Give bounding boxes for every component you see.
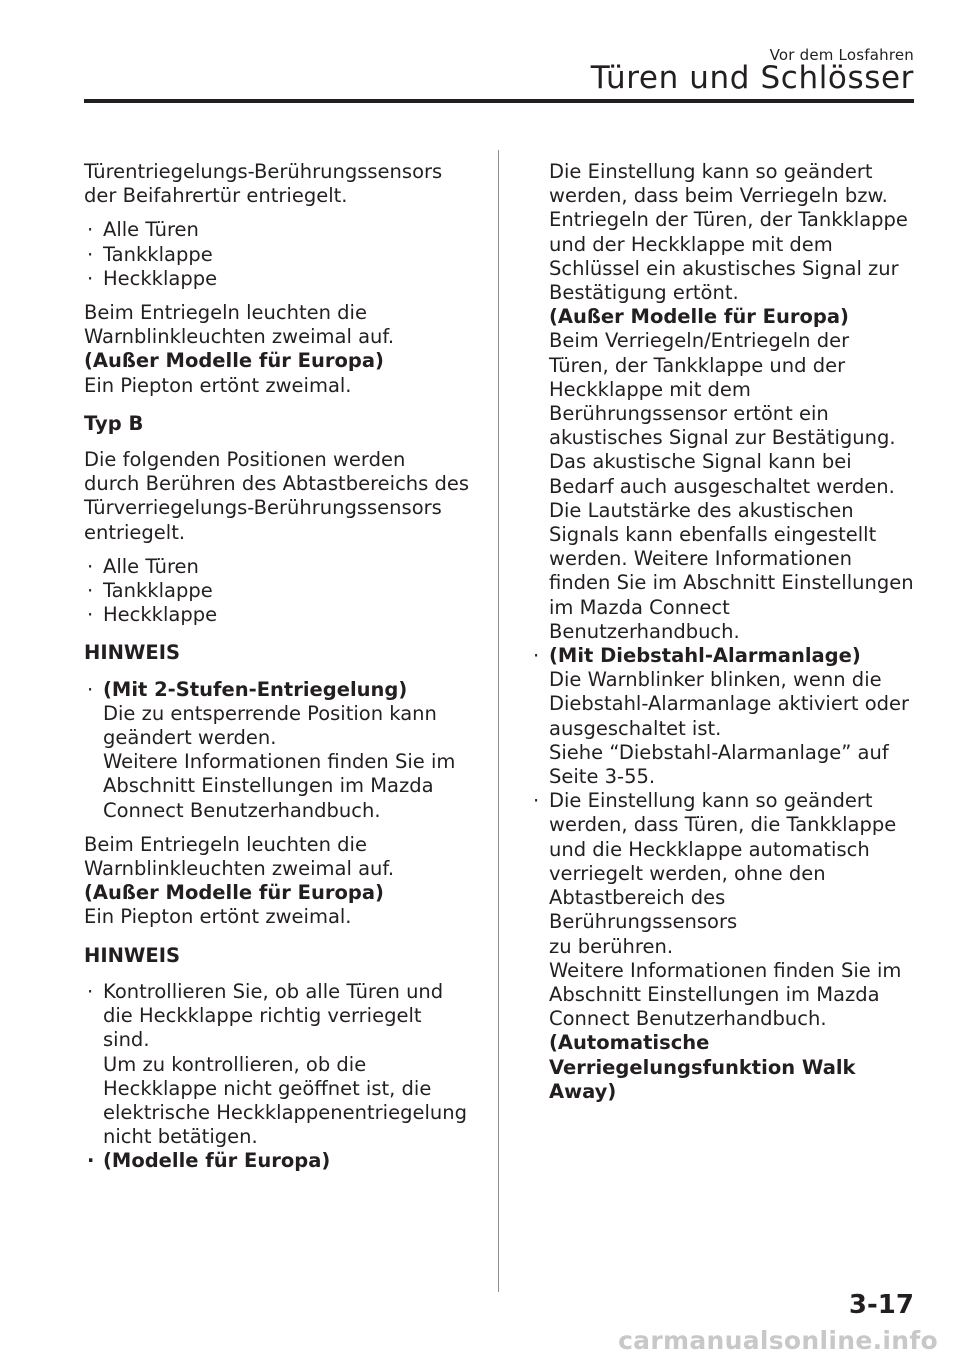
list-item (530, 644, 918, 789)
note-list (84, 980, 479, 1174)
note-heading: HINWEIS (84, 943, 181, 967)
left-column (84, 160, 479, 1184)
paragraph: Beim Verriegeln/Entriegeln der Türen, der Tankklappe und der Heckklappe mit dem Berührungssensor ertönt ein akustisches Signal zur Bestätigung. Das akustische Signal kann bei Bedarf auch ausgeschaltet werden. Die Lautstärke des akustischen Signals kann ebenfalls eingestellt werden. Weitere Informationen finden Sie im Abschnitt Einstellungen im Mazda Connect Benutzerhandbuch. (549, 329, 914, 643)
note-heading: HINWEIS (84, 641, 181, 665)
column-divider (498, 150, 499, 1292)
model-note: (Außer Modelle für Europa) (84, 349, 384, 373)
list-item: · Heckklappe (84, 603, 479, 627)
list-item: · Kontrollieren Sie, ob alle Türen und die Heckklappe richtig verriegelt sind. Um zu kontrollieren, ob die Heckklappe nicht geöffnet ist, die elektrische Heckklappenentriegelung nicht betätigen. (84, 980, 479, 1149)
paragraph: Beim Entriegeln leuchten die Warnblinkleuchten zweimal auf. (84, 832, 395, 881)
note-list (84, 678, 479, 823)
list-item: · (Modelle für Europa) (84, 1149, 479, 1173)
note-condition: (Mit 2-Stufen-Entriegelung) (103, 677, 408, 701)
subheading-typ-b: Typ B (84, 411, 144, 435)
feature-text: Die Warnblinker blinken, wenn die Diebstahl-Alarmanlage aktiviert oder ausgeschaltet ist. Siehe “Diebstahl-Alarmanlage” auf Seite 3-55. (549, 668, 910, 789)
intro-text: Türentriegelungs-Berührungssensors der Beifahrertür entriegelt. (84, 160, 443, 208)
header-title: Türen und Schlösser (590, 60, 914, 96)
unlock-list-a (84, 218, 479, 291)
model-note: (Außer Modelle für Europa) (84, 881, 384, 905)
paragraph: Die Einstellung kann so geändert werden, dass beim Verriegeln bzw. Entriegeln der Türen, der Tankklappe und der Heckklappe mit dem Schlüssel ein akustisches Signal zur Bestätigung ertönt. (549, 160, 908, 305)
feature-condition: (Automatische Verriegelungsfunktion Walk Away) (549, 1031, 856, 1103)
right-column (523, 160, 918, 1114)
list-item: · Tankklappe (84, 579, 479, 603)
page-number: 3-17 (848, 1290, 914, 1320)
list-item: · Alle Türen (84, 555, 479, 579)
paragraph: Ein Piepton ertönt zweimal. (84, 905, 352, 929)
paragraph: Ein Piepton ertönt zweimal. (84, 373, 352, 397)
paragraph-text: Beim Entriegeln leuchten die Warnblinkleuchten zweimal auf. (84, 301, 395, 349)
model-note: (Außer Modelle für Europa) (549, 305, 849, 329)
header-section-label: Vor dem Losfahren (769, 46, 914, 64)
list-item: · Tankklappe (84, 243, 479, 267)
feature-text: Die Einstellung kann so geändert werden, dass Türen, die Tankklappe und die Heckklappe automatisch verriegelt werden, ohne den Abtastbereich des Berührungssensors zu berühren. Weitere Informationen finden Sie im Abschnitt Einstellungen im Mazda Connect Benutzerhandbuch. (549, 789, 902, 1031)
paragraph: Die folgenden Positionen werden durch Berühren des Abtastbereichs des Türverriegelungs-Berührungssensors entriegelt. (84, 448, 470, 544)
list-item (530, 789, 918, 1104)
unlock-list-b (84, 555, 479, 628)
list-item (84, 678, 479, 823)
list-item: · Alle Türen (84, 218, 479, 242)
feature-list (530, 644, 918, 1104)
watermark: carmanualsonline.info (618, 1326, 938, 1355)
paragraph (84, 301, 479, 349)
header-rule (84, 99, 914, 103)
list-item: · Heckklappe (84, 267, 479, 291)
note-text: Die zu entsperrende Position kann geändert werden. Weitere Informationen finden Sie im Abschnitt Einstellungen im Mazda Connect Benutzerhandbuch. (103, 701, 456, 822)
feature-condition: (Mit Diebstahl-Alarmanlage) (549, 644, 861, 668)
